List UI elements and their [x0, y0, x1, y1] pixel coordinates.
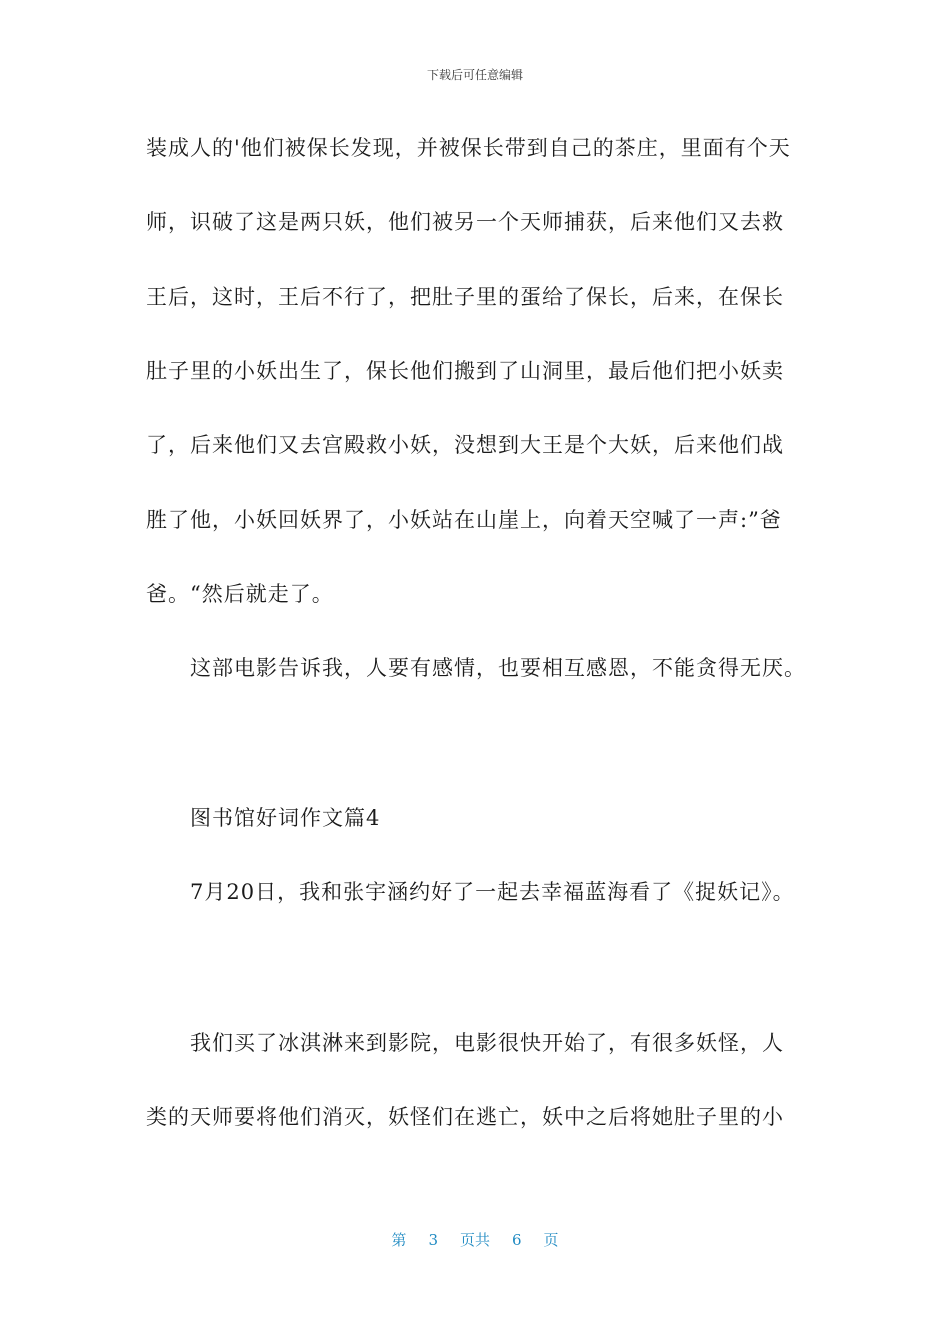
- footer-current-page: 3: [428, 1231, 438, 1249]
- section-heading: 图书馆好词作文篇4: [190, 806, 381, 830]
- page-footer: [0, 1229, 950, 1250]
- body-line: 爸。“然后就走了。: [146, 582, 334, 606]
- page-header: 下载后可任意编辑: [426, 68, 523, 82]
- body-paragraph-first-line: 我们买了冰淇淋来到影院，电影很快开始了，有很多妖怪，人: [190, 1031, 784, 1055]
- body-line: 装成人的'他们被保长发现，并被保长带到自己的茶庄，里面有个天: [146, 136, 791, 160]
- body-paragraph-first-line: 7月20日，我和张宇涵约好了一起去幸福蓝海看了《捉妖记》。: [190, 880, 795, 904]
- body-line: 了，后来他们又去宫殿救小妖，没想到大王是个大妖，后来他们战: [146, 433, 784, 457]
- footer-label-end: 页: [543, 1231, 559, 1249]
- body-line: 师，识破了这是两只妖，他们被另一个天师捕获，后来他们又去救: [146, 210, 784, 234]
- body-line: 肚子里的小妖出生了，保长他们搬到了山洞里，最后他们把小妖卖: [146, 359, 784, 383]
- body-paragraph-first-line: 这部电影告诉我，人要有感情，也要相互感恩，不能贪得无厌。: [190, 656, 806, 680]
- footer-total-pages: 6: [512, 1231, 522, 1249]
- body-line: 王后，这时，王后不行了，把肚子里的蛋给了保长，后来，在保长: [146, 285, 784, 309]
- body-line: 类的天师要将他们消灭，妖怪们在逃亡，妖中之后将她肚子里的小: [146, 1105, 784, 1129]
- footer-label-total: 页共: [459, 1231, 490, 1249]
- footer-label-page: 第: [391, 1231, 407, 1249]
- body-line: 胜了他，小妖回妖界了，小妖站在山崖上，向着天空喊了一声:”爸: [146, 508, 782, 532]
